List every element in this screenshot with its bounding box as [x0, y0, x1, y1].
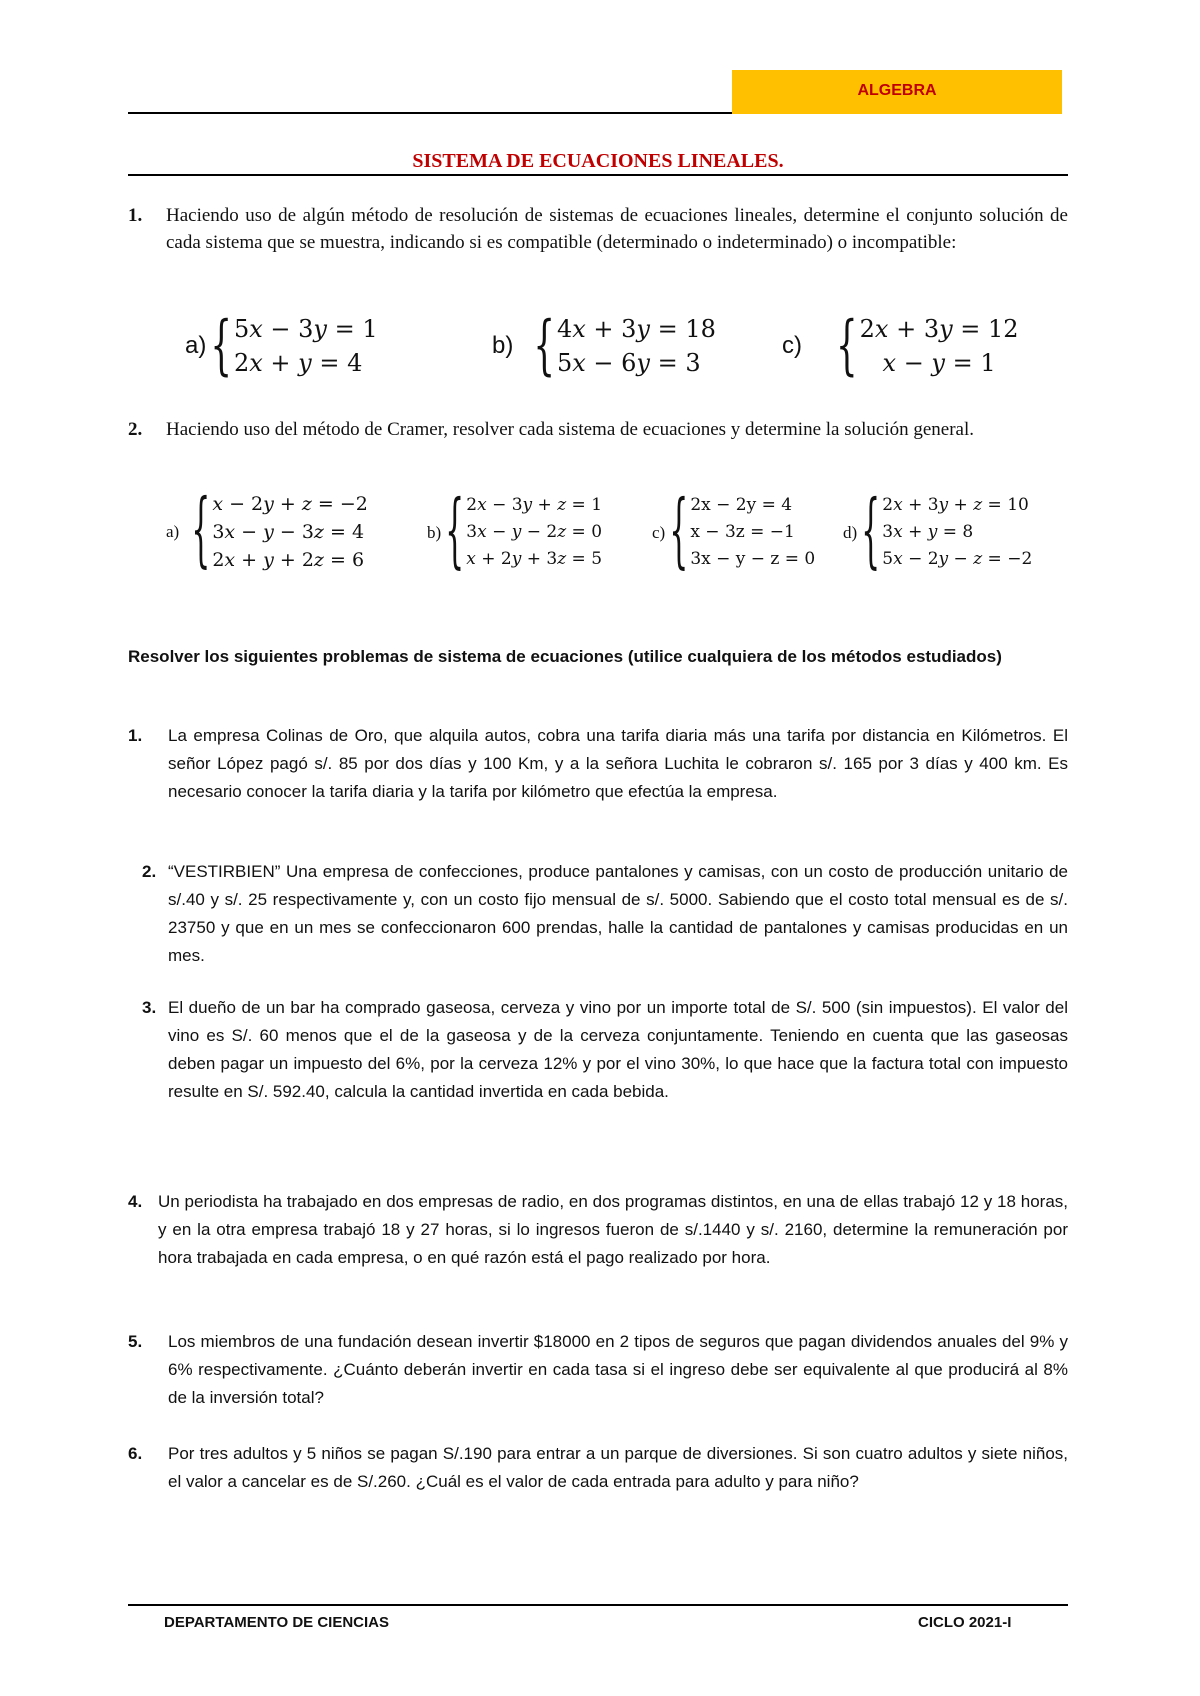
problem-text: La empresa Colinas de Oro, que alquila autos, cobra una tarifa diaria más una tarifa por distancia en Kilómetros. El señor López pagó s/. 85 por dos días y 100 Km, y a la señora Luchita le cobraron s/. 165 por 3 días y 400 km. Es necesario conocer la tarifa diaria y la tarifa por kilómetro que efectúa la empresa.: [168, 726, 1068, 801]
subject-label: ALGEBRA: [857, 82, 937, 99]
subject-tag: [732, 70, 1062, 114]
question-1: [128, 202, 1068, 256]
problem-text: Los miembros de una fundación desean invertir $18000 en 2 tipos de seguros que pagan dividendos anuales del 9% y 6% respectivamente. ¿Cuánto deberán invertir en cada tasa si el ingreso debe ser equivalente al que producirá al 8% de la inversión total?: [168, 1332, 1068, 1407]
question-2: [128, 416, 1068, 443]
problem-number: 3.: [142, 998, 157, 1017]
problem-text: El dueño de un bar ha comprado gaseosa, cerveza y vino por un importe total de S/. 500 (sin impuestos). El valor del vino es S/. 60 menos que el de la gaseosa y de la cerveza conjuntamente. Teniendo en cuenta que las gaseosas deben pagar un impuesto del 6%, por la cerveza 12% y por el vino 30%, lo que hace que la factura total con impuesto resulte en S/. 592.40, calcula la cantidad invertida en cada bebida.: [168, 998, 1068, 1101]
question-2-number: 2.: [128, 419, 143, 440]
equation: 5𝑥 − 6𝑦 = 3: [556, 349, 701, 377]
system-2d: [843, 483, 1033, 579]
equation: 5𝑥 − 3𝑦 = 1: [233, 315, 378, 343]
brace-icon: {: [445, 483, 465, 579]
problem-5: [128, 1328, 1068, 1412]
header-rule: [128, 112, 732, 114]
equation: 5𝑥 − 2𝑦 − 𝑧 = −2: [882, 549, 1033, 569]
question-2-text: Haciendo uso del método de Cramer, resolver cada sistema de ecuaciones y determine la solución general.: [166, 419, 975, 440]
equation: 2x − 2y = 4: [690, 495, 793, 515]
brace-icon: {: [210, 308, 232, 384]
system-2c: [652, 483, 816, 579]
problem-number: 1.: [128, 726, 143, 745]
brace-icon: {: [861, 483, 881, 579]
equation: 2𝑥 + 3𝑦 = 12: [859, 315, 1019, 343]
system-label: d): [843, 522, 858, 542]
problem-3: [142, 994, 1068, 1106]
equation: 3𝑥 − 𝑦 − 3𝑧 = 4: [212, 521, 365, 543]
system-label: c): [652, 522, 666, 542]
system-1c: [782, 308, 1019, 384]
equation: x − 3z = −1: [690, 522, 795, 542]
equation: 2𝑥 + 𝑦 + 2𝑧 = 6: [212, 549, 365, 571]
problem-text: Un periodista ha trabajado en dos empresas de radio, en dos programas distintos, en una de ellas trabajó 12 y 18 horas, y en la otra empresa trabajó 18 y 27 horas, si lo ingresos fueron de s/.1440 y s/. 2160, determine la remuneración por hora trabajada en cada empresa, o en qué razón está el pago realizado por hora.: [158, 1192, 1068, 1267]
problem-text: “VESTIRBIEN” Una empresa de confecciones, produce pantalones y camisas, con un costo de producción unitario de s/.40 y s/. 25 respectivamente y, con un costo fijo mensual de s/. 5000. Sabiendo que el costo total mensual es de s/. 23750 y que en un mes se confeccionaron 600 prendas, halle la cantidad de pantalones y camisas producidas en un mes.: [168, 862, 1068, 965]
equation: 3𝑥 + 𝑦 = 8: [882, 522, 974, 542]
problem-2: [142, 858, 1068, 970]
footer-cycle: CICLO 2021-I: [918, 1614, 1012, 1631]
brace-icon: {: [533, 308, 555, 384]
question-1-number: 1.: [128, 205, 143, 226]
problem-number: 2.: [142, 862, 157, 881]
brace-icon: {: [191, 483, 211, 578]
equation: 2𝑥 + 3𝑦 + 𝑧 = 10: [882, 495, 1029, 515]
equation: 3𝑥 − 𝑦 − 2𝑧 = 0: [466, 522, 603, 542]
footer-rule: [128, 1604, 1068, 1606]
problem-text: Por tres adultos y 5 niños se pagan S/.190 para entrar a un parque de diversiones. Si son cuatro adultos y siete niños, el valor a cancelar es de S/.260. ¿Cuál es el valor de cada entrada para adulto y para niño?: [168, 1444, 1068, 1491]
equation: 2𝑥 − 3𝑦 + 𝑧 = 1: [466, 495, 603, 515]
problem-4: [128, 1188, 1068, 1272]
system-1a: [185, 308, 378, 384]
footer-department: DEPARTAMENTO DE CIENCIAS: [164, 1614, 390, 1631]
problem-number: 4.: [128, 1192, 143, 1211]
equation: 𝑥 + 2𝑦 + 3𝑧 = 5: [466, 549, 603, 569]
problem-number: 5.: [128, 1332, 143, 1351]
page-title: SISTEMA DE ECUACIONES LINEALES.: [412, 150, 784, 172]
equation: 𝑥 − 2𝑦 + 𝑧 = −2: [212, 493, 368, 515]
problem-1: [128, 722, 1068, 806]
equation: 𝑥 − 𝑦 = 1: [882, 349, 996, 377]
system-label: c): [782, 332, 802, 359]
problems-heading: Resolver los siguientes problemas de sistema de ecuaciones (utilice cualquiera de los métodos estudiados): [128, 647, 1002, 666]
equation: 3x − y − z = 0: [690, 549, 816, 569]
brace-icon: {: [836, 308, 858, 384]
system-label: a): [166, 522, 180, 541]
problem-number: 6.: [128, 1444, 143, 1463]
system-2b: [427, 483, 603, 579]
question-1-text: Haciendo uso de algún método de resolución de sistemas de ecuaciones lineales, determine el conjunto solución de cada sistema que se muestra, indicando si es compatible (determinado o indeterminado) o incompatible:: [166, 205, 1068, 253]
system-1b: [492, 308, 716, 384]
system-label: b): [492, 332, 514, 359]
equation: 4𝑥 + 3𝑦 = 18: [556, 315, 716, 343]
problem-6: [128, 1440, 1068, 1496]
system-2a: [166, 483, 368, 578]
brace-icon: {: [669, 483, 689, 579]
equation: 2𝑥 + 𝑦 = 4: [233, 349, 363, 377]
system-label: b): [427, 522, 442, 542]
title-rule: [128, 174, 1068, 176]
system-label: a): [185, 332, 207, 359]
